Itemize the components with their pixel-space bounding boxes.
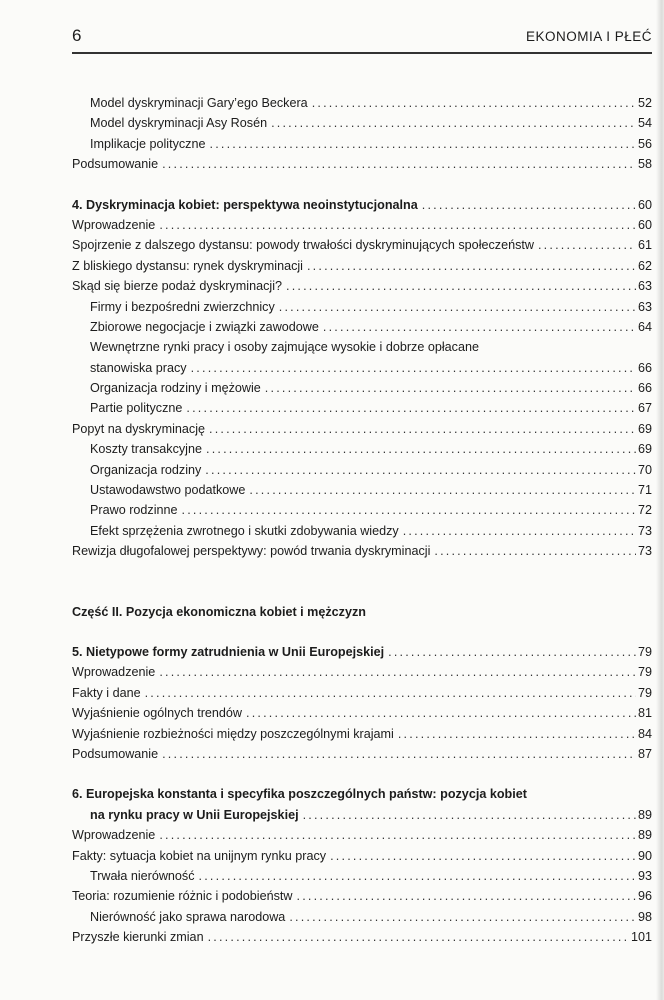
toc-chapter-4[interactable]	[72, 195, 652, 215]
toc-chapter-5[interactable]	[72, 642, 652, 662]
leader-dots	[434, 541, 636, 561]
leader-dots	[303, 805, 636, 825]
toc-entry-page: 90	[637, 848, 652, 863]
toc-entry[interactable]	[72, 521, 652, 541]
leader-dots	[398, 724, 636, 744]
leader-dots	[191, 358, 636, 378]
toc-entry-page: 63	[637, 279, 652, 294]
toc-entry-line1[interactable]	[72, 337, 652, 357]
chapter-page: 60	[637, 197, 652, 212]
toc-entry[interactable]	[72, 378, 652, 398]
toc-entry-page: 58	[637, 157, 652, 172]
leader-dots	[265, 378, 636, 398]
toc-chapter-6[interactable]	[72, 805, 652, 825]
toc-entry-page: 56	[637, 136, 652, 151]
toc-entry-page: 67	[637, 401, 652, 416]
toc-entry[interactable]	[72, 317, 652, 337]
toc-entry[interactable]	[72, 825, 652, 845]
toc-entry-title: Wyjaśnienie rozbieżności między poszczególnymi krajami	[72, 726, 394, 741]
toc-entry-page: 70	[637, 462, 652, 477]
toc-entry[interactable]	[72, 460, 652, 480]
leader-dots	[403, 521, 636, 541]
toc-entry-page: 79	[637, 665, 652, 680]
toc-entry[interactable]	[72, 154, 652, 174]
toc-entry-page: 96	[637, 889, 652, 904]
toc-entry-page: 61	[637, 238, 652, 253]
leader-dots	[286, 276, 636, 296]
leader-dots	[249, 480, 636, 500]
part-heading[interactable]: Część II. Pozycja ekonomiczna kobiet i mężczyzn	[72, 604, 366, 619]
toc-entry-page: 81	[637, 706, 652, 721]
toc-entry[interactable]	[72, 886, 652, 906]
page-edge-shadow	[656, 0, 664, 1000]
toc-entry-title: Zbiorowe negocjacje i związki zawodowe	[90, 319, 319, 334]
toc-entry-title: Spojrzenie z dalszego dystansu: powody trwałości dyskryminujących społeczeństw	[72, 238, 534, 253]
leader-dots	[199, 866, 636, 886]
leader-dots	[271, 113, 636, 133]
toc-entry[interactable]	[72, 134, 652, 154]
leader-dots	[162, 154, 636, 174]
toc-entry-title: stanowiska pracy	[90, 360, 187, 375]
toc-entry[interactable]	[72, 276, 652, 296]
toc-entry-page: 52	[637, 96, 652, 110]
leader-dots	[330, 846, 636, 866]
toc-entry[interactable]	[72, 480, 652, 500]
chapter-title-line1: 6. Europejska konstanta i specyfika poszczególnych państw: pozycja kobiet	[72, 787, 527, 802]
toc-entry-page: 69	[637, 421, 652, 436]
leader-dots	[279, 297, 636, 317]
toc-entry-title: Skąd się bierze podaż dyskryminacji?	[72, 279, 282, 294]
leader-dots	[289, 907, 636, 927]
toc-entry-title: Trwała nierówność	[90, 868, 195, 883]
chapter-title: na rynku pracy w Unii Europejskiej	[90, 807, 299, 822]
chapter-title: 4. Dyskryminacja kobiet: perspektywa neoinstytucjonalna	[72, 197, 418, 212]
toc-entry[interactable]	[72, 662, 652, 682]
leader-dots	[162, 744, 636, 764]
toc-entry-title: Implikacje polityczne	[90, 136, 206, 151]
toc-entry-title: Prawo rodzinne	[90, 503, 178, 518]
toc-entry-page: 63	[637, 299, 652, 314]
toc-entry-title: Partie polityczne	[90, 401, 183, 416]
toc-entry[interactable]	[72, 256, 652, 276]
toc-entry-page: 84	[637, 726, 652, 741]
toc-entry[interactable]	[72, 500, 652, 520]
toc-entry-title: Fakty i dane	[72, 685, 141, 700]
table-of-contents	[72, 93, 652, 947]
chapter-page: 79	[637, 644, 652, 659]
toc-entry-page: 87	[637, 746, 652, 761]
toc-entry[interactable]	[72, 907, 652, 927]
toc-entry-page: 60	[637, 217, 652, 232]
toc-entry[interactable]	[72, 703, 652, 723]
toc-entry[interactable]	[72, 439, 652, 459]
header-rule	[72, 52, 652, 54]
toc-entry-page: 93	[637, 868, 652, 883]
leader-dots	[209, 419, 636, 439]
toc-entry-title: Teoria: rozumienie różnic i podobieństw	[72, 889, 293, 904]
toc-entry-page: 64	[637, 319, 652, 334]
toc-entry[interactable]	[72, 683, 652, 703]
toc-entry-title-line1: Wewnętrzne rynki pracy i osoby zajmujące wysokie i dobrze opłacane	[90, 340, 479, 355]
chapter-page: 89	[637, 807, 652, 822]
toc-entry-title: Model dyskryminacji Gary’ego Beckera	[90, 96, 308, 110]
toc-entry-page: 89	[637, 828, 652, 843]
toc-entry-title: Organizacja rodziny	[90, 462, 202, 477]
toc-entry[interactable]	[72, 358, 652, 378]
leader-dots	[208, 927, 629, 947]
toc-entry-title: Fakty: sytuacja kobiet na unijnym rynku pracy	[72, 848, 327, 863]
leader-dots	[422, 195, 636, 215]
toc-entry-title: Przyszłe kierunki zmian	[72, 930, 204, 945]
chapter-title: 5. Nietypowe formy zatrudnienia w Unii Europejskiej	[72, 644, 385, 659]
toc-entry-title: Wyjaśnienie ogólnych trendów	[72, 706, 242, 721]
toc-entry[interactable]	[72, 724, 652, 744]
leader-dots	[323, 317, 636, 337]
toc-entry-page: 73	[637, 544, 652, 559]
toc-entry[interactable]	[72, 419, 652, 439]
toc-entry[interactable]	[72, 113, 652, 133]
leader-dots	[312, 93, 636, 113]
toc-entry-page: 54	[637, 116, 652, 131]
leader-dots	[145, 683, 636, 703]
toc-entry-title: Organizacja rodziny i mężowie	[90, 381, 261, 396]
toc-entry-title: Efekt sprzężenia zwrotnego i skutki zdobywania wiedzy	[90, 523, 399, 538]
toc-entry-title: Wprowadzenie	[72, 665, 156, 680]
toc-entry-page: 79	[637, 685, 652, 700]
toc-entry[interactable]	[72, 927, 652, 947]
toc-entry-page: 62	[637, 258, 652, 273]
toc-entry-page: 66	[637, 360, 652, 375]
toc-entry-page: 98	[637, 909, 652, 924]
toc-entry-title: Nierówność jako sprawa narodowa	[90, 909, 286, 924]
toc-entry-title: Popyt na dyskryminację	[72, 421, 205, 436]
leader-dots	[388, 642, 636, 662]
running-title: EKONOMIA I PŁEĆ	[525, 29, 652, 44]
toc-entry[interactable]	[72, 297, 652, 317]
toc-entry[interactable]	[72, 398, 652, 418]
toc-entry-page: 73	[637, 523, 652, 538]
toc-entry-title: Wprowadzenie	[72, 828, 156, 843]
toc-entry-page: 72	[637, 503, 652, 518]
leader-dots	[538, 235, 636, 255]
toc-entry-title: Podsumowanie	[72, 746, 159, 761]
toc-entry[interactable]	[72, 541, 652, 561]
toc-entry[interactable]	[72, 846, 652, 866]
leader-dots	[186, 398, 636, 418]
toc-entry-title: Koszty transakcyjne	[90, 442, 202, 457]
toc-entry[interactable]	[72, 215, 652, 235]
page-number: 6	[72, 26, 82, 45]
page-header	[72, 26, 652, 48]
leader-dots	[210, 134, 636, 154]
leader-dots	[297, 886, 636, 906]
leader-dots	[159, 825, 636, 845]
leader-dots	[159, 662, 636, 682]
leader-dots	[307, 256, 636, 276]
toc-entry[interactable]	[72, 93, 652, 113]
toc-entry-title: Podsumowanie	[72, 157, 159, 172]
leader-dots	[205, 460, 636, 480]
toc-entry-title: Model dyskryminacji Asy Rosén	[90, 116, 268, 131]
toc-entry-title: Wprowadzenie	[72, 217, 156, 232]
toc-entry-title: Firmy i bezpośredni zwierzchnicy	[90, 299, 275, 314]
leader-dots	[206, 439, 636, 459]
toc-entry-page: 101	[630, 930, 652, 945]
toc-entry-page: 69	[637, 442, 652, 457]
toc-entry-title: Ustawodawstwo podatkowe	[90, 483, 246, 498]
leader-dots	[246, 703, 636, 723]
leader-dots	[159, 215, 636, 235]
toc-entry[interactable]	[72, 235, 652, 255]
toc-entry[interactable]	[72, 744, 652, 764]
toc-entry-page: 71	[637, 483, 652, 498]
toc-entry-page: 66	[637, 381, 652, 396]
leader-dots	[182, 500, 636, 520]
toc-entry-title: Z bliskiego dystansu: rynek dyskryminacji	[72, 258, 303, 273]
toc-entry[interactable]	[72, 866, 652, 886]
toc-entry-title: Rewizja długofalowej perspektywy: powód trwania dyskryminacji	[72, 544, 431, 559]
toc-chapter-6-line1[interactable]	[72, 784, 652, 804]
